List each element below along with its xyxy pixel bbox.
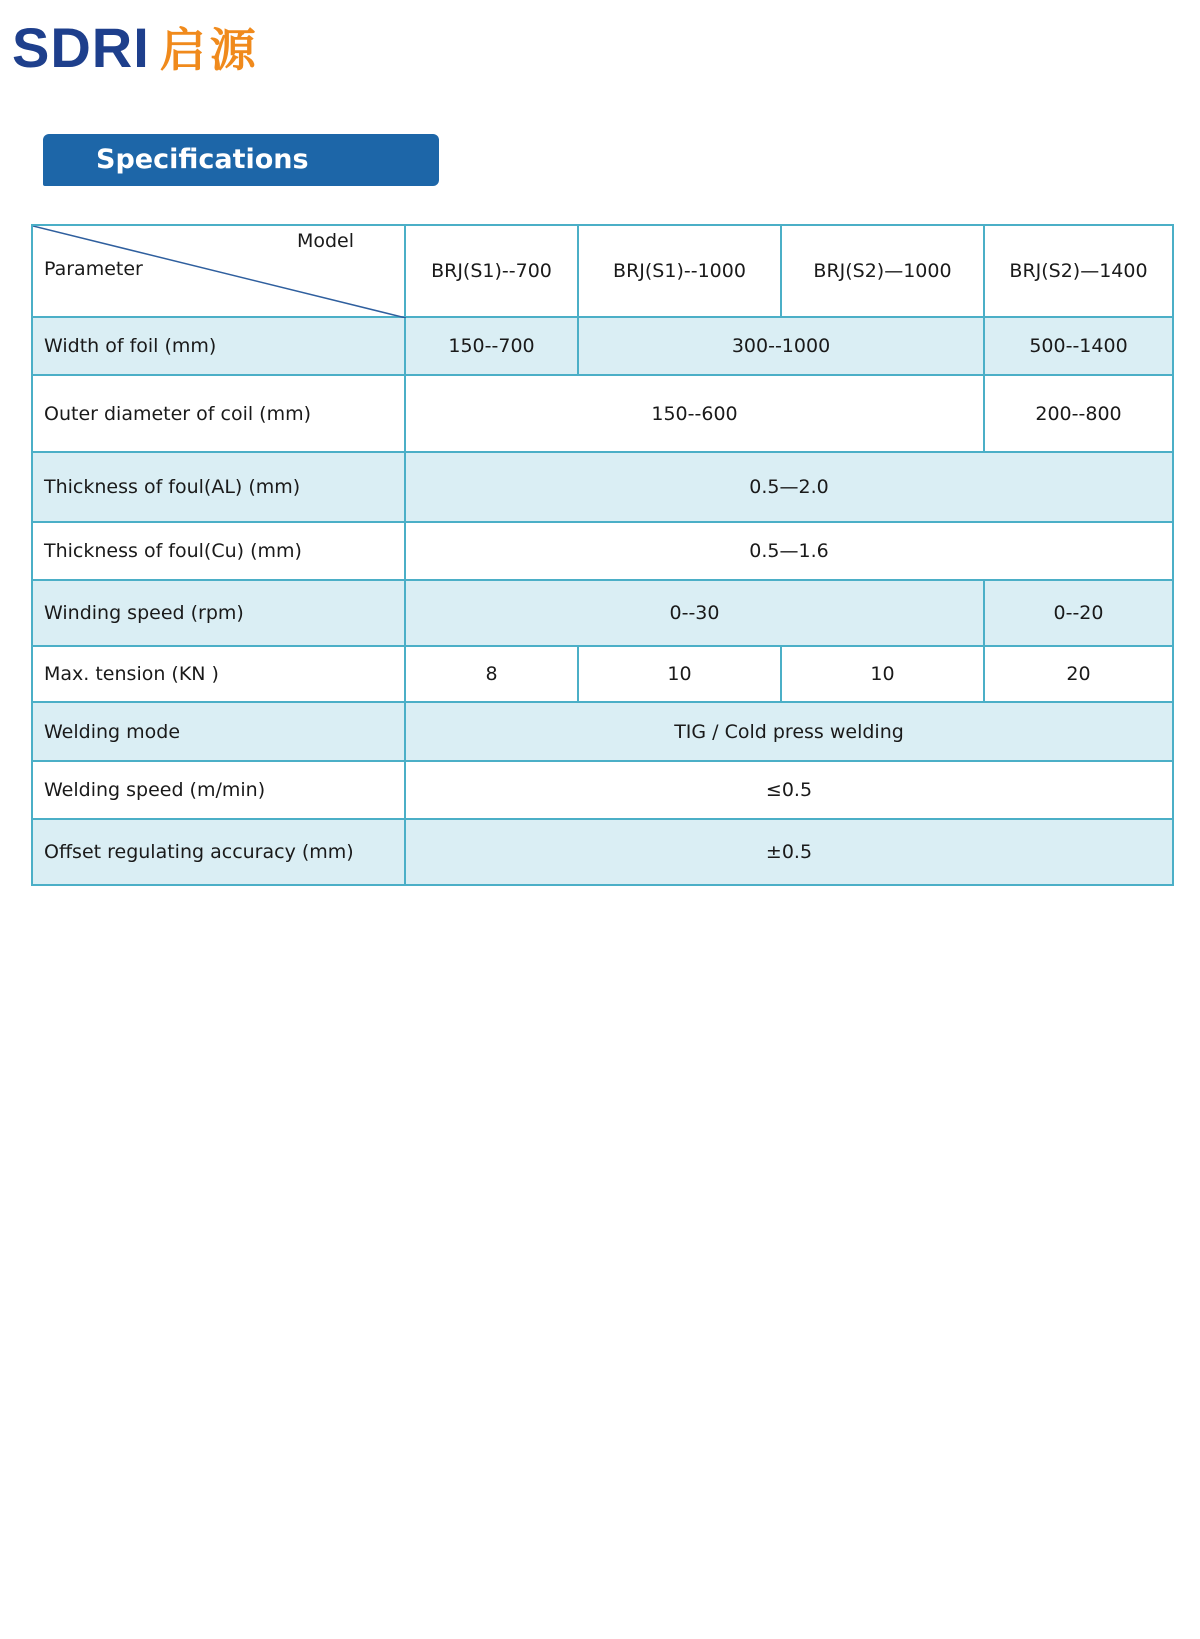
header-model-1: BRJ(S1)--700 <box>405 225 578 317</box>
row-value: 500--1400 <box>984 317 1173 375</box>
table-row <box>32 702 1173 761</box>
table-row <box>32 580 1173 646</box>
table-header-row <box>32 225 1173 317</box>
header-corner-cell <box>32 225 405 317</box>
row-value: ±0.5 <box>405 819 1173 885</box>
section-banner <box>43 134 439 186</box>
row-parameter: Winding speed (rpm) <box>32 580 405 646</box>
row-value: 150--700 <box>405 317 578 375</box>
row-value: 0--30 <box>405 580 984 646</box>
logo-chinese-name: 启源 <box>159 23 260 77</box>
specifications-table <box>31 224 1174 886</box>
row-value: 0--20 <box>984 580 1173 646</box>
header-model-4: BRJ(S2)—1400 <box>984 225 1173 317</box>
row-parameter: Thickness of foul(AL) (mm) <box>32 452 405 522</box>
logo-wordmark: SDRI <box>12 16 150 79</box>
row-value: 150--600 <box>405 375 984 452</box>
header-parameter-label: Parameter <box>44 258 143 280</box>
header-model-2: BRJ(S1)--1000 <box>578 225 781 317</box>
table-row <box>32 819 1173 885</box>
row-value: ≤0.5 <box>405 761 1173 819</box>
row-parameter: Welding speed (m/min) <box>32 761 405 819</box>
row-value: 200--800 <box>984 375 1173 452</box>
header-model-label: Model <box>296 230 354 252</box>
table-row <box>32 375 1173 452</box>
row-parameter: Welding mode <box>32 702 405 761</box>
table-row <box>32 646 1173 702</box>
section-title: Specifications <box>96 144 309 175</box>
table-row <box>32 761 1173 819</box>
row-value: 8 <box>405 646 578 702</box>
table-row <box>32 522 1173 580</box>
company-logo <box>12 16 260 79</box>
row-value: TIG / Cold press welding <box>405 702 1173 761</box>
row-parameter: Offset regulating accuracy (mm) <box>32 819 405 885</box>
row-parameter: Thickness of foul(Cu) (mm) <box>32 522 405 580</box>
row-value: 10 <box>781 646 984 702</box>
row-value: 300--1000 <box>578 317 984 375</box>
row-parameter: Outer diameter of coil (mm) <box>32 375 405 452</box>
row-value: 0.5—2.0 <box>405 452 1173 522</box>
header-model-3: BRJ(S2)—1000 <box>781 225 984 317</box>
row-value: 10 <box>578 646 781 702</box>
row-value: 0.5—1.6 <box>405 522 1173 580</box>
table-row <box>32 452 1173 522</box>
row-value: 20 <box>984 646 1173 702</box>
table-row <box>32 317 1173 375</box>
row-parameter: Width of foil (mm) <box>32 317 405 375</box>
row-parameter: Max. tension (KN ) <box>32 646 405 702</box>
